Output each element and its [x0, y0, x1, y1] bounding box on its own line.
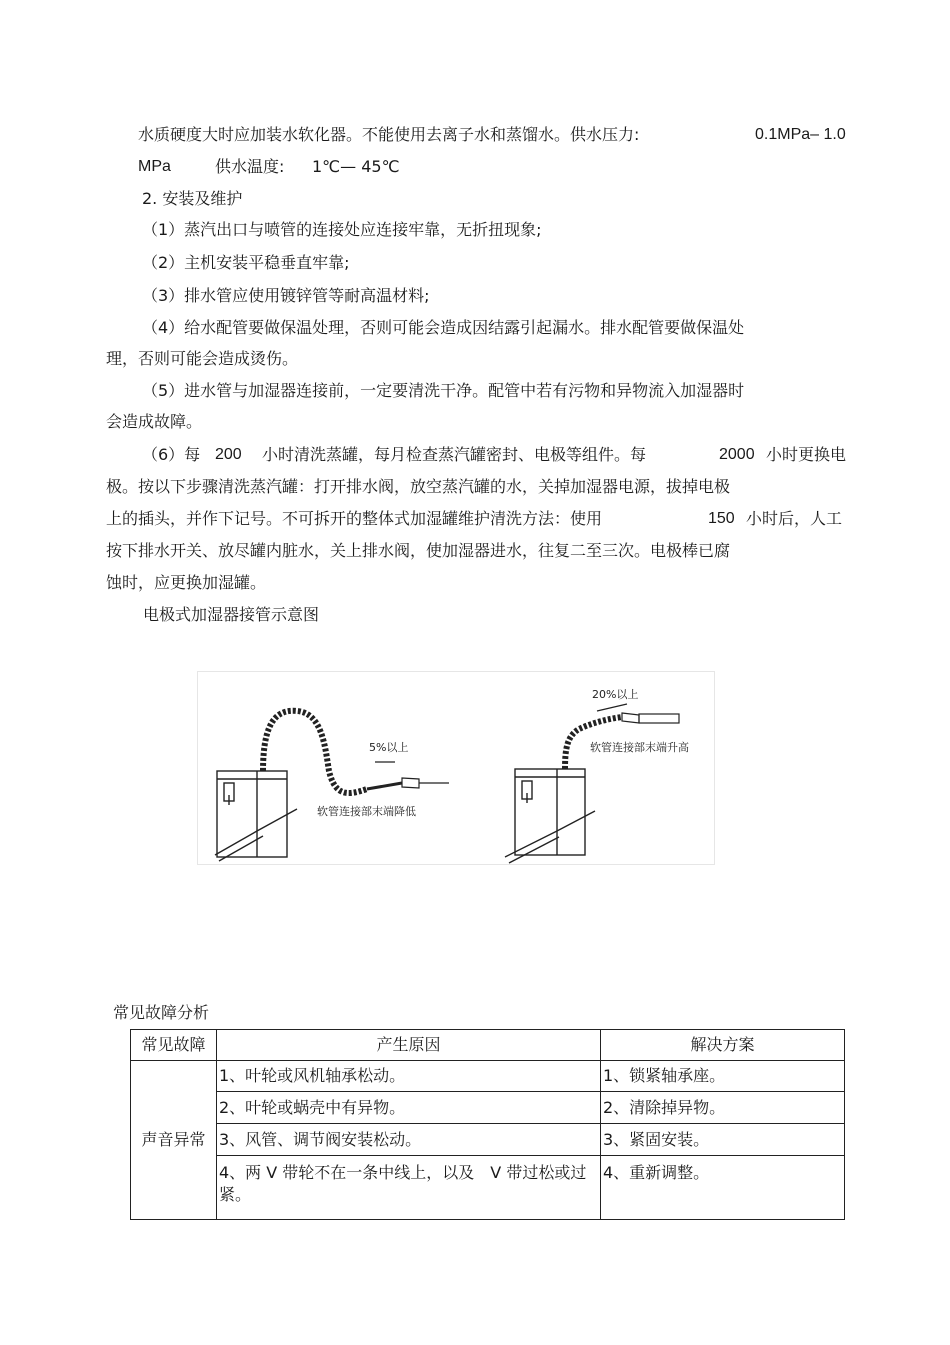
- table-title: 常见故障分析: [113, 1003, 210, 1022]
- header-fault: 常见故障: [131, 1030, 217, 1061]
- left-hose-note: 软管连接部末端降低: [317, 805, 416, 818]
- maintenance-item-6-line5: 蚀时，应更换加湿罐。: [106, 573, 267, 592]
- maintenance-item-3: （3）排水管应使用镀锌管等耐高温材料;: [142, 286, 430, 305]
- supply-temp-label: 供水温度:: [215, 157, 285, 176]
- cause-cell: 3、风管、调节阀安装松动。: [217, 1124, 601, 1156]
- maintenance-item-6-prefix: （6）每: [142, 445, 201, 464]
- pressure-range: 0.1MPa– 1.0: [755, 126, 846, 143]
- solution-cell: 1、锁紧轴承座。: [601, 1061, 845, 1092]
- figure-caption: 电极式加湿器接管示意图: [143, 605, 320, 624]
- hours-2000: 2000: [719, 446, 755, 463]
- maintenance-item-6-line3: 上的插头，并作下记号。不可拆开的整体式加湿罐维护清洗方法：使用: [106, 509, 603, 528]
- table-header-row: [131, 1030, 845, 1061]
- table-row: [131, 1092, 845, 1124]
- maintenance-item-5-line1: （5）进水管与加湿器连接前，一定要清洗干净。配管中若有污物和异物流入加湿器时: [142, 381, 745, 400]
- maintenance-item-6-line4: 按下排水开关、放尽罐内脏水，关上排水阀，使加湿器进水，往复二至三次。电极棒已腐: [106, 541, 731, 560]
- cause-cell: 2、叶轮或蜗壳中有异物。: [217, 1092, 601, 1124]
- right-slope-label: 20%以上: [592, 688, 639, 701]
- solution-cell: 2、清除掉异物。: [601, 1092, 845, 1124]
- maintenance-item-6-end: 小时更换电: [766, 445, 847, 464]
- table-row: [131, 1061, 845, 1092]
- left-nozzle: [375, 762, 449, 788]
- maintenance-item-5-line2: 会造成故障。: [106, 412, 203, 431]
- header-solution: 解决方案: [601, 1030, 845, 1061]
- hours-150: 150: [708, 510, 735, 527]
- cause-cell: 1、叶轮或风机轴承松动。: [217, 1061, 601, 1092]
- fault-analysis-table: [130, 1029, 845, 1220]
- table-row: [131, 1124, 845, 1156]
- humidifier-piping-diagram: [197, 671, 715, 865]
- maintenance-item-6-line3-end: 小时后，人工: [746, 509, 843, 528]
- table-row: [131, 1156, 845, 1220]
- maintenance-item-6-line2: 极。按以下步骤清洗蒸汽罐：打开排水阀，放空蒸汽罐的水，关掉加湿器电源，拔掉电极: [106, 477, 731, 496]
- right-humidifier-unit: [505, 769, 595, 863]
- solution-cell: 3、紧固安装。: [601, 1124, 845, 1156]
- maintenance-item-6-mid: 小时清洗蒸罐，每月检查蒸汽罐密封、电极等组件。每: [262, 445, 647, 464]
- maintenance-item-4-line1: （4）给水配管要做保温处理，否则可能会造成因结露引起漏水。排水配管要做保温处: [142, 318, 745, 337]
- maintenance-item-1: （1）蒸汽出口与喷管的连接处应连接牢靠，无折扭现象;: [142, 220, 542, 239]
- section-heading: 2. 安装及维护: [142, 189, 243, 208]
- maintenance-item-2: （2）主机安装平稳垂直牢靠;: [142, 253, 350, 272]
- fault-name-cell: 声音异常: [131, 1061, 217, 1220]
- cause-cell: 4、两 V 带轮不在一条中线上，以及 V 带过松或过紧。: [217, 1156, 601, 1220]
- header-cause: 产生原因: [217, 1030, 601, 1061]
- left-slope-label: 5%以上: [369, 741, 409, 754]
- hours-200: 200: [215, 446, 242, 463]
- right-hose-note: 软管连接部末端升高: [590, 741, 689, 754]
- maintenance-item-4-line2: 理，否则可能会造成烫伤。: [106, 349, 299, 368]
- left-hose: [263, 711, 367, 793]
- pressure-unit: MPa: [138, 158, 171, 175]
- supply-temp-range: 1℃— 45℃: [312, 157, 400, 176]
- left-humidifier-unit: [215, 771, 297, 861]
- water-quality-line: 水质硬度大时应加装水软化器。不能使用去离子水和蒸馏水。供水压力:: [138, 125, 640, 144]
- solution-cell: 4、重新调整。: [601, 1156, 845, 1220]
